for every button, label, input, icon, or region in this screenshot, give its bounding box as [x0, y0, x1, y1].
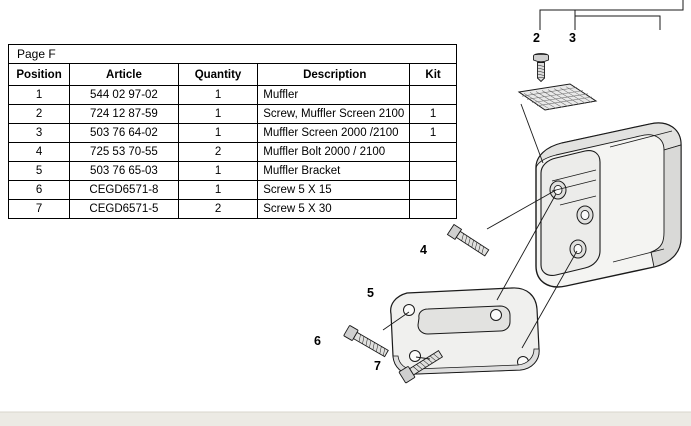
callout-3: 3 [569, 31, 576, 45]
callout-2: 2 [533, 31, 540, 45]
page-title: Page F [9, 45, 457, 64]
cell-position: 7 [9, 200, 70, 219]
cell-kit: 1 [410, 124, 457, 143]
cell-quantity: 1 [178, 124, 257, 143]
callout-6: 6 [314, 334, 321, 348]
cell-quantity: 1 [178, 105, 257, 124]
muffler-bolt [447, 224, 490, 257]
column-header-description: Description [258, 64, 410, 86]
cell-article: 503 76 64-02 [70, 124, 179, 143]
leader-bracket-top [540, 0, 683, 30]
callout-5: 5 [367, 286, 374, 300]
muffler-bracket [391, 288, 539, 374]
cell-description: Screw, Muffler Screen 2100 [258, 105, 410, 124]
cell-position: 1 [9, 86, 70, 105]
cell-article: 544 02 97-02 [70, 86, 179, 105]
cell-article: 724 12 87-59 [70, 105, 179, 124]
cell-description: Muffler Bracket [258, 162, 410, 181]
muffler-screen-screw [534, 53, 549, 81]
cell-description: Muffler Bolt 2000 / 2100 [258, 143, 410, 162]
cell-quantity: 1 [178, 86, 257, 105]
muffler-screen [519, 84, 596, 110]
cell-kit: 1 [410, 105, 457, 124]
screw-5x15 [344, 325, 390, 358]
cell-quantity: 1 [178, 181, 257, 200]
cell-description: Muffler [258, 86, 410, 105]
column-header-kit: Kit [410, 64, 457, 86]
cell-article: CEGD6571-5 [70, 200, 179, 219]
cell-quantity: 2 [178, 200, 257, 219]
column-header-quantity: Quantity [178, 64, 257, 86]
cell-position: 5 [9, 162, 70, 181]
callout-7: 7 [374, 359, 381, 373]
cell-quantity: 2 [178, 143, 257, 162]
cell-article: 503 76 65-03 [70, 162, 179, 181]
callout-4: 4 [420, 243, 427, 257]
cell-position: 2 [9, 105, 70, 124]
column-header-article: Article [70, 64, 179, 86]
cell-article: CEGD6571-8 [70, 181, 179, 200]
cell-position: 3 [9, 124, 70, 143]
cell-description: Screw 5 X 15 [258, 181, 410, 200]
bottom-band [0, 412, 691, 426]
cell-description: Screw 5 X 30 [258, 200, 410, 219]
cell-quantity: 1 [178, 162, 257, 181]
cell-article: 725 53 70-55 [70, 143, 179, 162]
cell-position: 4 [9, 143, 70, 162]
cell-description: Muffler Screen 2000 /2100 [258, 124, 410, 143]
cell-position: 6 [9, 181, 70, 200]
column-header-position: Position [9, 64, 70, 86]
muffler-body [536, 123, 681, 287]
